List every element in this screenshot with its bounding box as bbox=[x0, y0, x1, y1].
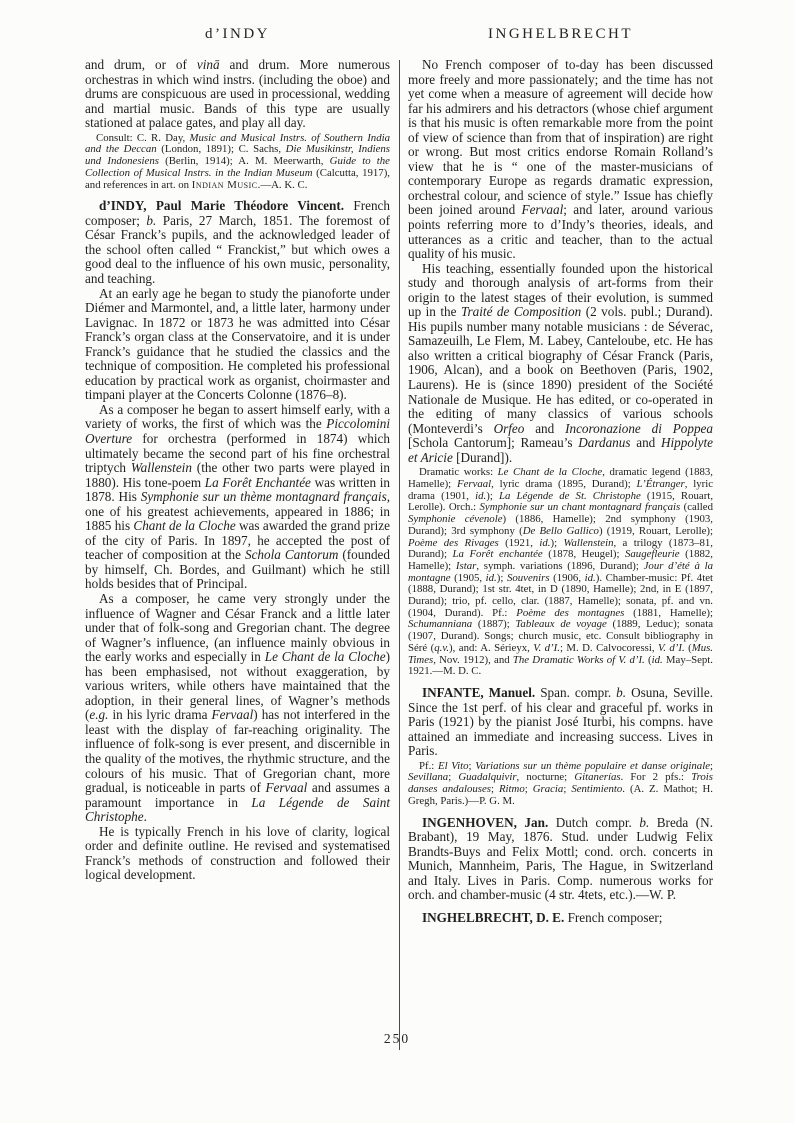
column-divider-rule bbox=[399, 60, 400, 1050]
dindy-works-list: Dramatic works: Le Chant de la Cloche, dramatic legend (1883, Hamelle); Fervaal, lyric drama (1895, Durand); L’Étranger, lyric drama (1901, id.); La Légende de St. Christophe (1915, Rouart, Lerolle). Orch.: Symphonie sur un chant montagnard français (called Symphonie cévenole) (1886, Hamelle); 2nd symphony (1903, Durand); 3rd symphony (De Bello Gallico) (1919, Rouart, Lerolle); Poème des Rivages (1921, id.); Wallenstein, a trilogy (1873–81, Durand); La Forêt enchantée (1878, Heugel); Saugefleurie (1882, Hamelle); Istar, symph. variations (1896, Durand); Jour d’été à la montagne (1905, id.); Souvenirs (1906, id.). Chamber-music: Pf. 4tet (1888, Durand); 1st str. 4tet, in D (1890, Hamelle); 2nd, in E (1897, Durand); trio, pf. cello, clar. (1887, Hamelle); sonata, pf. and vn. (1904, Durand). Pf.: Poème des montagnes (1881, Hamelle); Schumanniana (1887); Tableaux de voyage (1889, Leduc); sonata (1907, Durand). Songs; church music, etc. Consult bibliography in Séré (q.v.), and: A. Sérieyx, V. d’I.; M. D. Calvocoressi, V. d’I. (Mus. Times, Nov. 1912), and The Dramatic Works of V. d’I. (id. May–Sept. 1921.—M. D. C. bbox=[408, 466, 714, 678]
paragraph-early-works: As a composer he began to assert himself early, with a variety of works, the first of which was the Piccolomini Overture for orchestra (performed in 1874) which ultimately became the second part of his fine orchestral triptych Wallenstein (the other two parts were played in 1880). His tone-poem La Forêt Enchantée was written in 1878. His Symphonie sur un thème montagnard français, one of his greatest achievements, appeared in 1886; in 1885 his Chant de la Cloche was awarded the grand prize of the city of Paris. In 1897, he accepted the post of teacher of composition at the Schola Cantorum (founded by himself, Ch. Bordes, and Guilmant) which he still holds besides that of Principal. bbox=[85, 401, 391, 592]
text-columns bbox=[0, 58, 794, 1050]
paragraph-teaching: His teaching, essentially founded upon the historical study and thorough analysis of art-forms from their origin to the latest stages of their evolution, is summed up in the Traité de Composition (2 vols. publ.; Durand). His pupils number many notable musicians : de Séverac, Samazeuilh, Le Flem, M. Labey, Canteloube, etc. He has also written a critical biography of César Franck (Paris, 1906, Alcan), and a book on Beethoven (Paris, 1902, Laurens). He is (since 1890) president of the Société Nationale de Musique. He has edited, or co-operated in the editing of many classics of various schools (Monteverdi’s Orfeo and Incoronazione di Poppea [Schola Cantorum]; Rameau’s Dardanus and Hippolyte et Aricie [Durand]). bbox=[408, 260, 713, 465]
continued-paragraph-indian-instruments: and drum, or of vinā and drum. More numerous orchestras in which wind instrs. (including the oboe) and drums are conspicuous are used in processional, wedding and martial music. Bands of this type are usually stationed at palace gates, and play all day. bbox=[85, 58, 390, 131]
entry-infante: INFANTE, Manuel. Span. compr. b. Osuna, Seville. Since the 1st perf. of his clear and graceful pf. works in Paris (1921) by the pianist José Iturbi, his compns. have attained an immediate and increasing success. Lives in Paris. bbox=[408, 684, 713, 759]
running-head-left: d’INDY bbox=[205, 26, 270, 42]
entry-dindy: d’INDY, Paul Marie Théodore Vincent. French composer; b. Paris, 27 March, 1851. The foremost of César Franck’s pupils, and the acknowledged leader of the school often called “ Franckist,” but which owes a good deal to the influence of his own music, personality, and teaching. bbox=[85, 198, 391, 286]
page-number: 250 bbox=[383, 1031, 411, 1046]
paragraph-influences: As a composer, he came very strongly under the influence of Wagner and César Franck and a little later under that of folk-song and Gregorian chant. The degree of Wagner’s influence, (an influence mainly obvious in the early works and especially in Le Chant de la Cloche) has been emphasised, not without exaggeration, by various writers, while others have maintained that the adoption, in their general lines, of Wagner’s methods (e.g. in his lyric drama Fervaal) has not interfered in the least with the display of far-reaching originality. The influence of folk-song is ever present, and discernible in the quality of the motives, the rhythmic structure, and the colours of his music. That of Gregorian chant, more gradual, is noticeable in parts of Fervaal and assumes a paramount importance in La Légende de Saint Christophe. bbox=[85, 591, 390, 825]
paragraph-criticism: No French composer of to-day has been discussed more freely and more passionately; and the time has not yet come when a measure of agreement will decide how far his admirers and his detractors (whose chief argument is that his music is often remarkable more from the point of view of science than from that of inspiration) are right or wrong. But most critics endorse Romain Rolland’s view that he is “ one of the master-musicians of contemporary Europe as regards dramatic expression, orchestral colour, and science of style.” Issue has chiefly been joined around Fervaal; and later, around various points referring more to d’Indy’s theories, ideals, and utterances as a critic and teacher, than to the actual quality of his music. bbox=[408, 58, 713, 262]
running-head-right: INGHELBRECHT bbox=[488, 26, 633, 42]
entry-ingenhoven: INGENHOVEN, Jan. Dutch compr. b. Breda (N. Brabant), 19 May, 1876. Stud. under Ludwig Felix Brandts-Buys and Felix Mottl; cond. orch. concerts in Munich, Mannheim, Paris, The Hague, in Switzerland and Italy. Lives in Paris. Comp. numerous works for orch. and chamber-music (4 str. 4tets, etc.).—W. P. bbox=[408, 814, 713, 903]
infante-works-list: Pf.: El Vito; Variations sur un thème populaire et danse originale; Sevillana; Guadalquivir, nocturne; Gitanerías. For 2 pfs.: Trois danses andalouses; Ritmo; Gracia; Sentimiento. (A. Z. Mathot; H. Gregh, Paris.)—P. G. M. bbox=[408, 759, 714, 807]
entry-inghelbrecht: INGHELBRECHT, D. E. French composer; bbox=[422, 909, 663, 925]
running-head bbox=[0, 0, 794, 43]
paragraph-style: He is typically French in his love of clarity, logical order and definite outline. He revised and systematised Franck’s methods of construction and followed their logical development. bbox=[85, 823, 390, 883]
paragraph-education: At an early age he began to study the pianoforte under Diémer and Marmontel, and, a little later, harmony under Lavignac. In 1872 or 1873 he was admitted into César Franck’s organ class at the Conservatoire, and it is under Franck’s guidance that he studied the classics and the technique of composition. He completed his professional education by practical work as organist, choirmaster and timpani player at the Concerts Colonne (1876–8). bbox=[85, 285, 390, 403]
running-head-gap bbox=[390, 26, 408, 43]
left-column bbox=[85, 58, 390, 1050]
right-column bbox=[408, 58, 713, 1050]
consult-bibliography: Consult: C. R. Day, Music and Musical Instrs. of Southern India and the Deccan (London, 1891); C. Sachs, Die Musikinstr, Indiens und Indonesiens (Berlin, 1914); A. M. Meerwarth, Guide to the Collection of Musical Instrs. in the Indian Museum (Calcutta, 1917), and references in art. on Indian Music.—A. K. C. bbox=[85, 131, 390, 191]
